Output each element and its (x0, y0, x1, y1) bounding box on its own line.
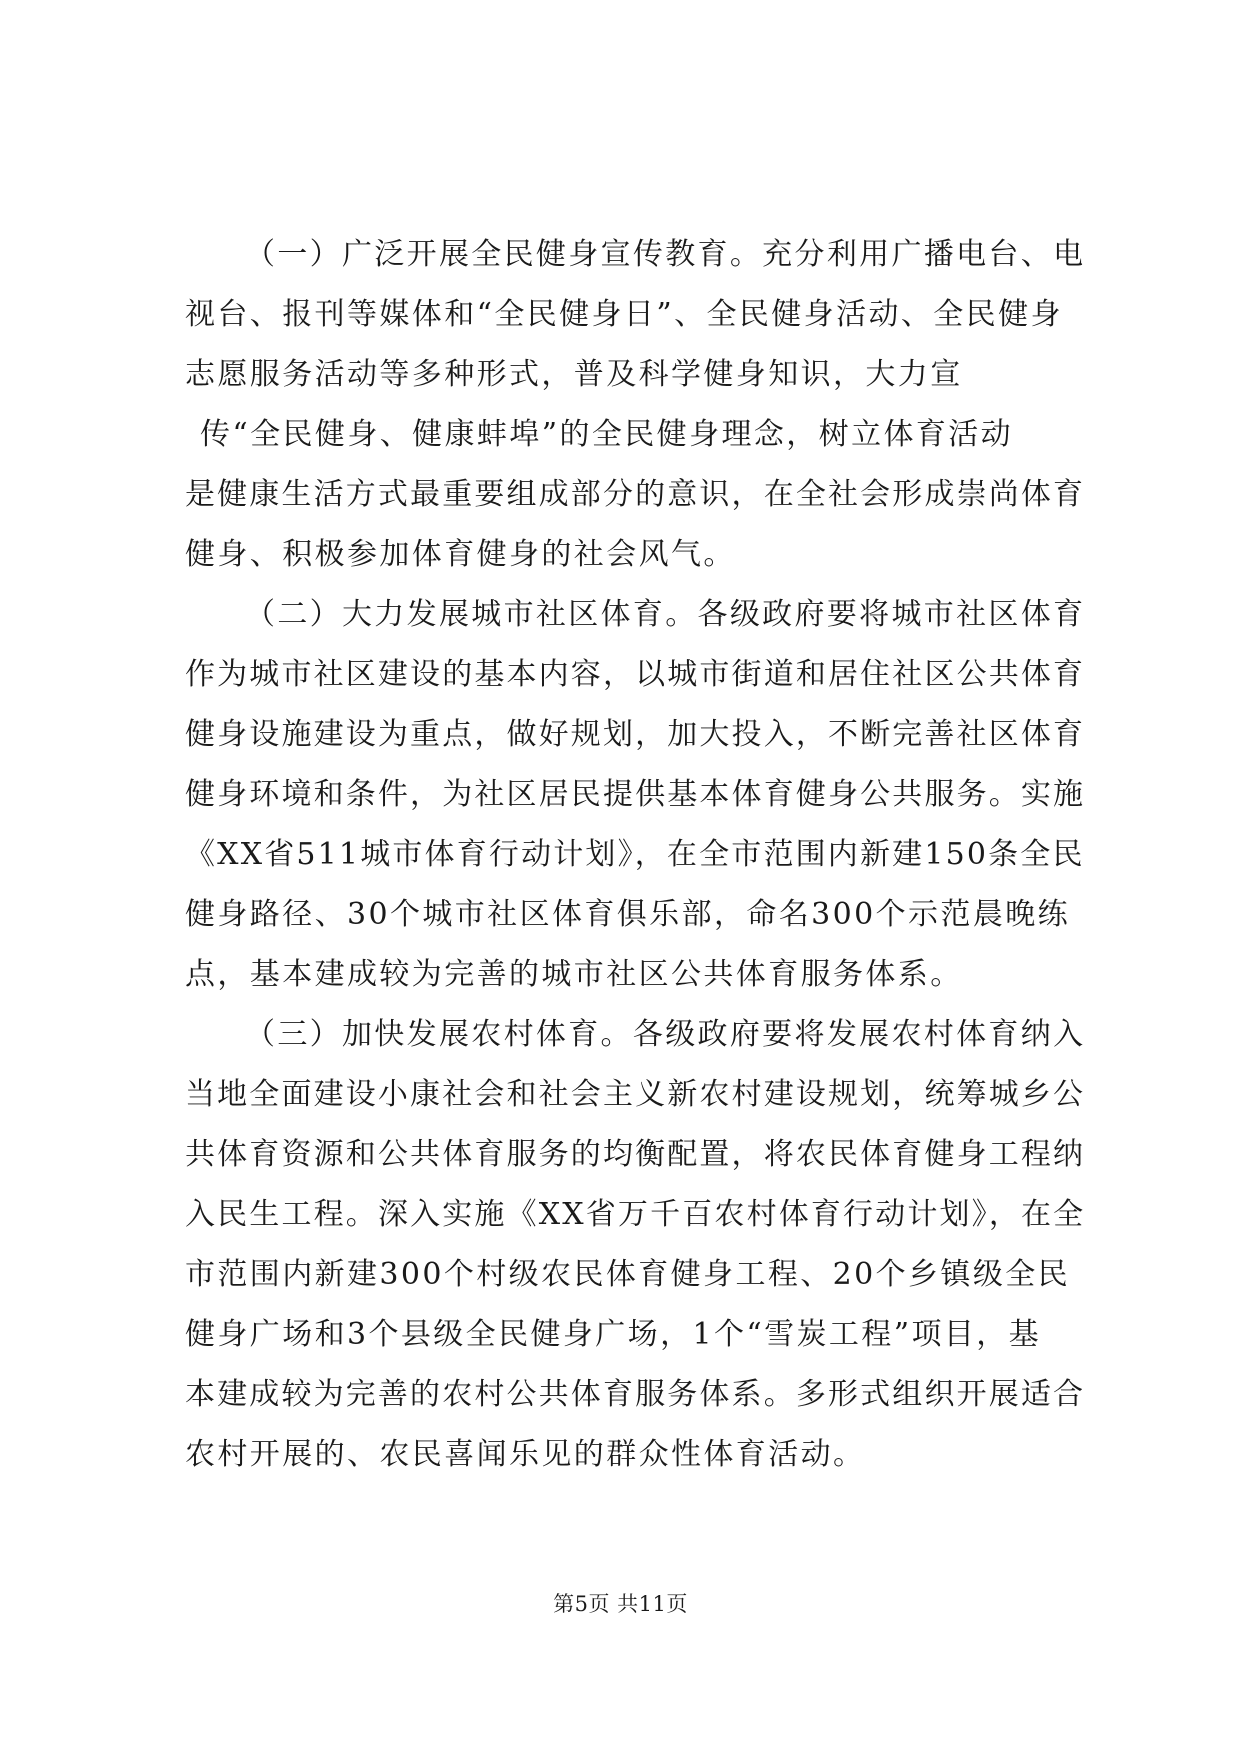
text-line: 市范围内新建300个村级农民体育健身工程、20个乡镇级全民 (185, 1257, 1071, 1292)
text-line: （二）大力发展城市社区体育。各级政府要将城市社区体育 (245, 597, 1086, 632)
text-line: 是健康生活方式最重要组成部分的意识，在全社会形成崇尚体育 (185, 477, 1086, 512)
text-line: 本建成较为完善的农村公共体育服务体系。多形式组织开展适合 (185, 1377, 1086, 1412)
text-line: 入民生工程。深入实施《XX省万千百农村体育行动计划》，在全 (185, 1197, 1086, 1232)
text-line: 视台、报刊等媒体和“全民健身日”、全民健身活动、全民健身 (185, 297, 1063, 332)
text-line: 健身广场和3个县级全民健身广场，1个“雪炭工程”项目，基 (185, 1317, 1042, 1352)
text-line: 健身环境和条件，为社区居民提供基本体育健身公共服务。实施 (185, 777, 1086, 812)
text-line: 健身设施建设为重点，做好规划，加大投入，不断完善社区体育 (185, 717, 1086, 752)
text-line: 共体育资源和公共体育服务的均衡配置，将农民体育健身工程纳 (185, 1137, 1086, 1172)
text-line: 健身路径、30个城市社区体育俱乐部，命名300个示范晨晚练 (185, 897, 1071, 932)
text-line: （三）加快发展农村体育。各级政府要将发展农村体育纳入 (245, 1017, 1086, 1052)
text-line: 当地全面建设小康社会和社会主义新农村建设规划，统筹城乡公 (185, 1077, 1086, 1112)
text-line: 健身、积极参加体育健身的社会风气。 (185, 537, 736, 572)
page-footer: 第5页 共11页 (553, 1592, 688, 1616)
text-line: 点，基本建成较为完善的城市社区公共体育服务体系。 (185, 957, 963, 992)
body-text (185, 225, 1085, 1485)
text-line: 《XX省511城市体育行动计划》，在全市范围内新建150条全民 (185, 837, 1085, 872)
text-line: （一）广泛开展全民健身宣传教育。充分利用广播电台、电 (245, 237, 1086, 272)
text-line: 作为城市社区建设的基本内容，以城市街道和居住社区公共体育 (185, 657, 1086, 692)
text-line: 农村开展的、农民喜闻乐见的群众性体育活动。 (185, 1437, 866, 1472)
text-line: 志愿服务活动等多种形式，普及科学健身知识，大力宣 (185, 357, 963, 392)
text-line: 传“全民健身、健康蚌埠”的全民健身理念，树立体育活动 (200, 417, 1014, 452)
